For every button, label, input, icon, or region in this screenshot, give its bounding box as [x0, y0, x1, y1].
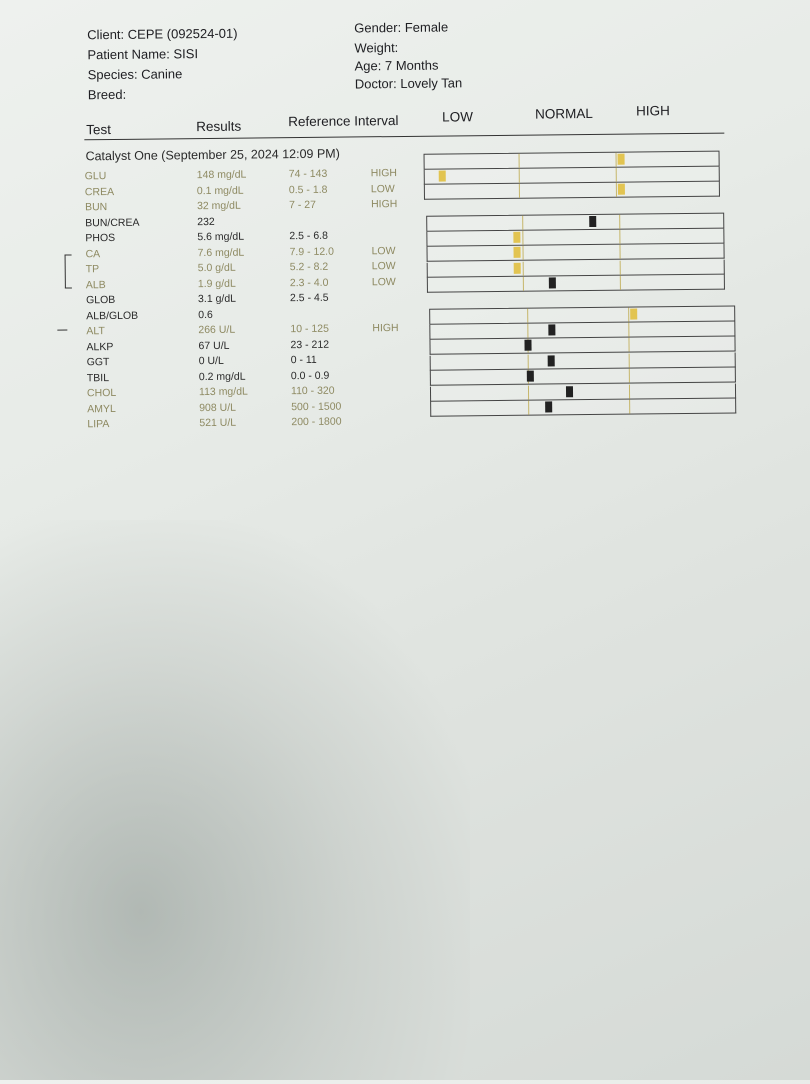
result-value: 0 U/L [199, 354, 224, 368]
range-boundary-tick [528, 385, 529, 399]
range-bar-graph [0, 0, 808, 4]
range-boundary-tick [629, 384, 630, 398]
result-value: 1.9 g/dL [198, 276, 236, 290]
range-bar [430, 398, 736, 416]
flag-label: LOW [371, 244, 395, 258]
range-boundary-tick [527, 309, 528, 323]
result-marker [513, 262, 520, 273]
test-name: GGT [87, 355, 110, 369]
flag-label: HIGH [371, 197, 397, 211]
range-boundary-tick [628, 308, 629, 322]
result-value: 0.1 mg/dL [197, 183, 244, 197]
handwritten-bracket [65, 254, 72, 288]
result-marker [630, 309, 637, 320]
flag-label: LOW [371, 182, 395, 196]
result-marker [439, 170, 446, 181]
result-value: 7.6 mg/dL [197, 245, 244, 259]
range-boundary-tick [629, 400, 630, 414]
range-boundary-tick [523, 277, 524, 291]
reference-interval: 7 - 27 [289, 198, 316, 212]
range-boundary-tick [616, 167, 617, 181]
range-boundary-tick [528, 401, 529, 415]
section-title: Catalyst One (September 25, 2024 12:09 PM) [85, 147, 339, 164]
reference-interval: 0.5 - 1.8 [289, 182, 328, 196]
range-boundary-tick [620, 245, 621, 259]
range-boundary-tick [620, 215, 621, 229]
range-boundary-tick [616, 153, 617, 167]
reference-interval: 200 - 1800 [291, 415, 341, 430]
reference-interval: 110 - 320 [291, 384, 335, 398]
age-line: Age: 7 Months [355, 58, 439, 74]
result-marker [566, 386, 573, 397]
range-boundary-tick [628, 338, 629, 352]
gender-line: Gender: Female [354, 19, 448, 35]
test-name: TP [86, 262, 100, 276]
test-name: BUN [85, 200, 107, 214]
range-bar [424, 182, 720, 200]
handwritten-dash [57, 329, 67, 330]
range-boundary-tick [519, 168, 520, 182]
result-value: 908 U/L [199, 400, 236, 414]
range-boundary-tick [616, 183, 617, 197]
reference-interval: 2.5 - 6.8 [289, 229, 328, 243]
breed-line: Breed: [88, 87, 126, 102]
col-header-reference: Reference Interval [288, 113, 398, 129]
result-marker [546, 401, 553, 412]
test-name: ALT [86, 324, 105, 338]
result-marker [589, 216, 596, 227]
patient-name-line: Patient Name: SISI [87, 46, 198, 62]
reference-interval: 0 - 11 [291, 353, 317, 367]
test-name: ALB/GLOB [86, 308, 138, 323]
range-boundary-tick [620, 260, 621, 274]
result-marker [525, 340, 532, 351]
test-name: BUN/CREA [85, 215, 139, 230]
result-value: 0.2 mg/dL [199, 369, 246, 383]
result-value: 5.0 g/dL [198, 261, 236, 275]
result-marker [549, 277, 556, 288]
test-name: ALB [86, 278, 106, 292]
result-value: 5.6 mg/dL [197, 230, 244, 244]
test-name: GLU [85, 169, 107, 183]
range-boundary-tick [620, 276, 621, 290]
species-line: Species: Canine [88, 66, 183, 82]
test-name: GLOB [86, 293, 115, 307]
range-boundary-tick [628, 322, 629, 336]
reference-interval: 0.0 - 0.9 [291, 368, 330, 382]
range-boundary-tick [628, 353, 629, 367]
reference-interval: 7.9 - 12.0 [289, 244, 334, 258]
reference-interval: 5.2 - 8.2 [290, 260, 329, 274]
range-boundary-tick [522, 246, 523, 260]
test-name: CHOL [87, 386, 116, 400]
flag-label: HIGH [372, 321, 398, 335]
reference-interval: 10 - 125 [290, 322, 329, 336]
range-boundary-tick [522, 261, 523, 275]
range-boundary-tick [528, 354, 529, 368]
test-name: TBIL [87, 371, 109, 385]
header-divider [84, 133, 724, 141]
test-name: CREA [85, 184, 114, 198]
result-marker [513, 247, 520, 258]
result-value: 3.1 g/dL [198, 292, 236, 306]
result-value: 0.6 [198, 307, 213, 321]
doctor-line: Doctor: Lovely Tan [355, 75, 463, 91]
col-header-results: Results [196, 119, 241, 134]
range-bar [427, 275, 725, 293]
result-value: 521 U/L [199, 416, 236, 430]
range-boundary-tick [528, 323, 529, 337]
range-boundary-tick [620, 229, 621, 243]
test-name: ALKP [86, 340, 113, 354]
col-header-low: LOW [442, 109, 473, 124]
result-value: 67 U/L [198, 338, 229, 352]
test-name: LIPA [87, 417, 109, 431]
weight-line: Weight: [354, 40, 398, 55]
result-marker [526, 371, 533, 382]
client-line: Client: CEPE (092524-01) [87, 26, 237, 43]
range-boundary-tick [519, 184, 520, 198]
reference-interval: 500 - 1500 [291, 399, 341, 414]
range-boundary-tick [522, 230, 523, 244]
range-boundary-tick [628, 369, 629, 383]
result-marker [618, 184, 625, 195]
col-header-high: HIGH [636, 103, 670, 118]
result-marker [618, 154, 625, 165]
flag-label: LOW [372, 259, 396, 273]
test-name: AMYL [87, 401, 116, 415]
reference-interval: 23 - 212 [290, 337, 329, 351]
result-marker [547, 355, 554, 366]
result-value: 113 mg/dL [199, 385, 248, 400]
col-header-normal: NORMAL [535, 106, 593, 122]
results-table [0, 0, 808, 4]
result-value: 32 mg/dL [197, 199, 241, 213]
reference-interval: 2.3 - 4.0 [290, 275, 329, 289]
result-value: 148 mg/dL [197, 168, 247, 183]
result-value: 232 [197, 214, 215, 228]
col-header-test: Test [86, 122, 111, 137]
result-marker [513, 231, 520, 242]
result-value: 266 U/L [198, 323, 235, 337]
test-name: PHOS [85, 231, 115, 245]
reference-interval: 2.5 - 4.5 [290, 291, 329, 305]
test-name: CA [85, 247, 100, 261]
range-boundary-tick [519, 154, 520, 168]
flag-label: LOW [372, 275, 396, 289]
reference-interval: 74 - 143 [289, 167, 328, 181]
result-marker [548, 324, 555, 335]
range-boundary-tick [522, 216, 523, 230]
flag-label: HIGH [371, 166, 397, 180]
